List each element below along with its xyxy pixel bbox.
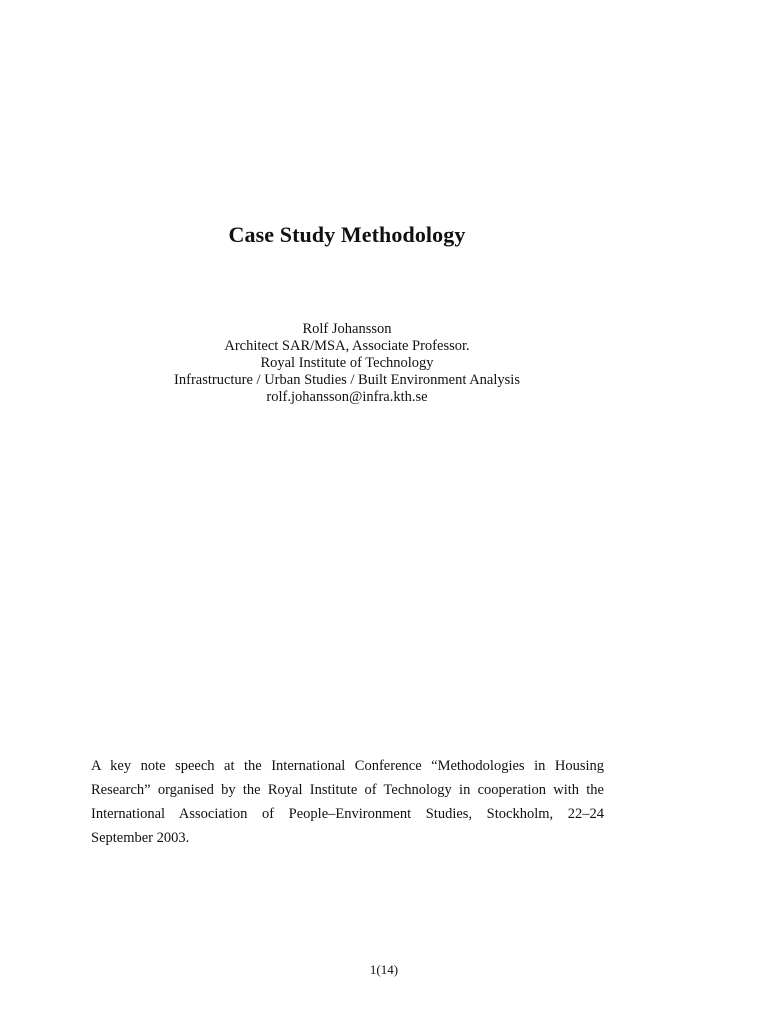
author-block <box>0 321 694 406</box>
author-email: rolf.johansson@infra.kth.se <box>266 389 428 405</box>
page-number: 1(14) <box>369 962 399 977</box>
abstract-line: A key note speech at the International Conference “Methodologies in Housing <box>91 758 604 774</box>
abstract-line: September 2003. <box>91 830 190 846</box>
author-position: Architect SAR/MSA, Associate Professor. <box>224 338 470 354</box>
abstract-paragraph <box>91 754 604 850</box>
document-title: Case Study Methodology <box>228 222 466 247</box>
author-name: Rolf Johansson <box>302 321 392 337</box>
author-institution: Royal Institute of Technology <box>260 355 434 371</box>
author-department: Infrastructure / Urban Studies / Built Environment Analysis <box>174 372 520 388</box>
abstract-line: Research” organised by the Royal Institute of Technology in cooperation with the <box>91 782 604 798</box>
abstract-line: International Association of People–Environment Studies, Stockholm, 22–24 <box>91 806 604 822</box>
